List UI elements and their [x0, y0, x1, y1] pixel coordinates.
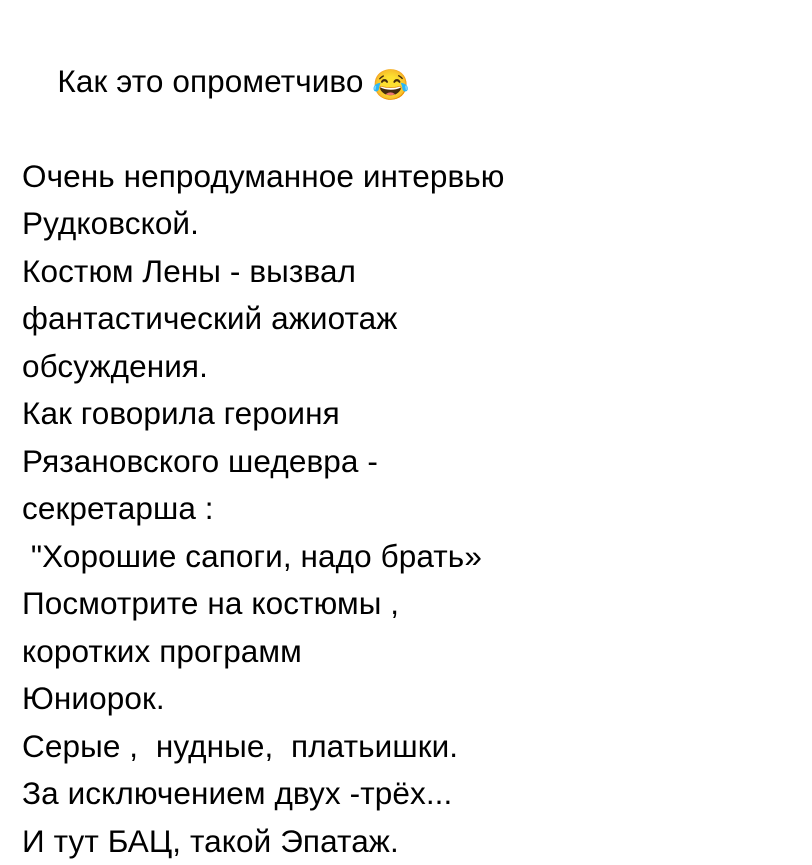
text-line-16: И тут БАЦ, такой Эпатаж. — [22, 818, 794, 865]
text-line-6: обсуждения. — [22, 343, 794, 391]
text-line-12: коротких программ — [22, 628, 794, 676]
text-line-5: фантастический ажиотаж — [22, 295, 794, 343]
text-line-2: Очень непродуманное интервью — [22, 153, 794, 201]
text-line-15: За исключением двух -трёх... — [22, 770, 794, 818]
text-line-3: Рудковской. — [22, 200, 794, 248]
face-with-tears-of-joy-emoji: 😂 — [372, 69, 409, 102]
text-line-14: Серые , нудные, платьишки. — [22, 723, 794, 771]
text-line-1 — [22, 10, 794, 153]
text-line-8: Рязановского шедевра - — [22, 438, 794, 486]
text-line-7: Как говорила героиня — [22, 390, 794, 438]
text-line-4: Костюм Лены - вызвал — [22, 248, 794, 296]
text-line-13: Юниорок. — [22, 675, 794, 723]
text-line-1-content: Как это опрометчиво — [57, 63, 372, 99]
text-line-10: "Хорошие сапоги, надо брать» — [22, 533, 794, 581]
text-line-9: секретарша : — [22, 485, 794, 533]
text-line-11: Посмотрите на костюмы , — [22, 580, 794, 628]
